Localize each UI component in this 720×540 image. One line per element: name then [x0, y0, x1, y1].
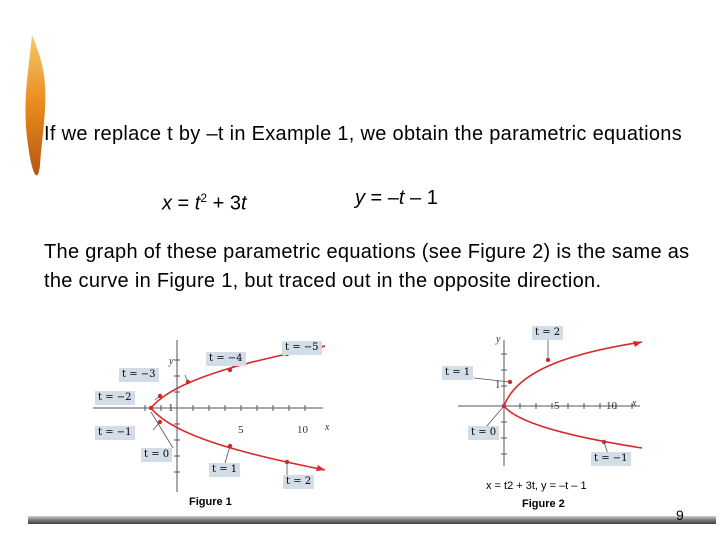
fig1-label-t-2: t = 2	[283, 475, 314, 489]
fig2-x-axis-label: x	[632, 398, 637, 409]
fig1-label-t-minus3: t = −3	[119, 368, 159, 382]
figure-2-caption: Figure 2	[522, 498, 565, 510]
footer-bar	[28, 516, 716, 524]
figure-1-caption: Figure 1	[189, 496, 232, 508]
fig2-label-t-0: t = 0	[468, 426, 499, 440]
fig2-tick-5: 5	[554, 400, 560, 412]
body-paragraph: The graph of these parametric equations (see Figure 2) is the same as the curve in Figure 1, but traced out in the opposite direction.	[44, 241, 690, 292]
fig1-label-t-minus1: t = −1	[95, 426, 135, 440]
fig2-label-t-1: t = 1	[442, 366, 473, 380]
fig1-label-t-minus5: t = −5	[282, 341, 322, 355]
fig1-tick-5: 5	[238, 424, 244, 436]
figure-1-graph	[85, 330, 343, 496]
fig1-label-t-0: t = 0	[141, 448, 172, 462]
fig2-label-t-2: t = 2	[532, 326, 563, 340]
fig2-y-axis-label: y	[496, 334, 501, 345]
fig2-tick-y1: 1	[495, 379, 501, 391]
equation-x: $x = t^2 + 3t$	[162, 191, 247, 215]
page-number: 9	[676, 507, 684, 523]
figure-2-graph	[428, 312, 650, 470]
fig1-label-t-1: t = 1	[209, 463, 240, 477]
fig1-tick-10: 10	[297, 424, 308, 436]
fig1-label-t-minus4: t = −4	[206, 352, 246, 366]
fig1-tick-y1: 1	[168, 402, 174, 414]
equation-y: y = –t – 1	[355, 187, 438, 209]
figure-2-equation: x = t2 + 3t, y = –t – 1	[486, 480, 587, 492]
fig1-x-axis-label: x	[325, 422, 330, 433]
fig1-label-t-minus2: t = −2	[95, 391, 135, 405]
intro-paragraph: If we replace t by –t in Example 1, we obtain the parametric equations	[44, 123, 683, 145]
fig2-label-t-minus1: t = −1	[591, 452, 631, 466]
fig2-tick-10: 10	[606, 400, 617, 412]
fig1-y-axis-label: y	[169, 356, 174, 367]
